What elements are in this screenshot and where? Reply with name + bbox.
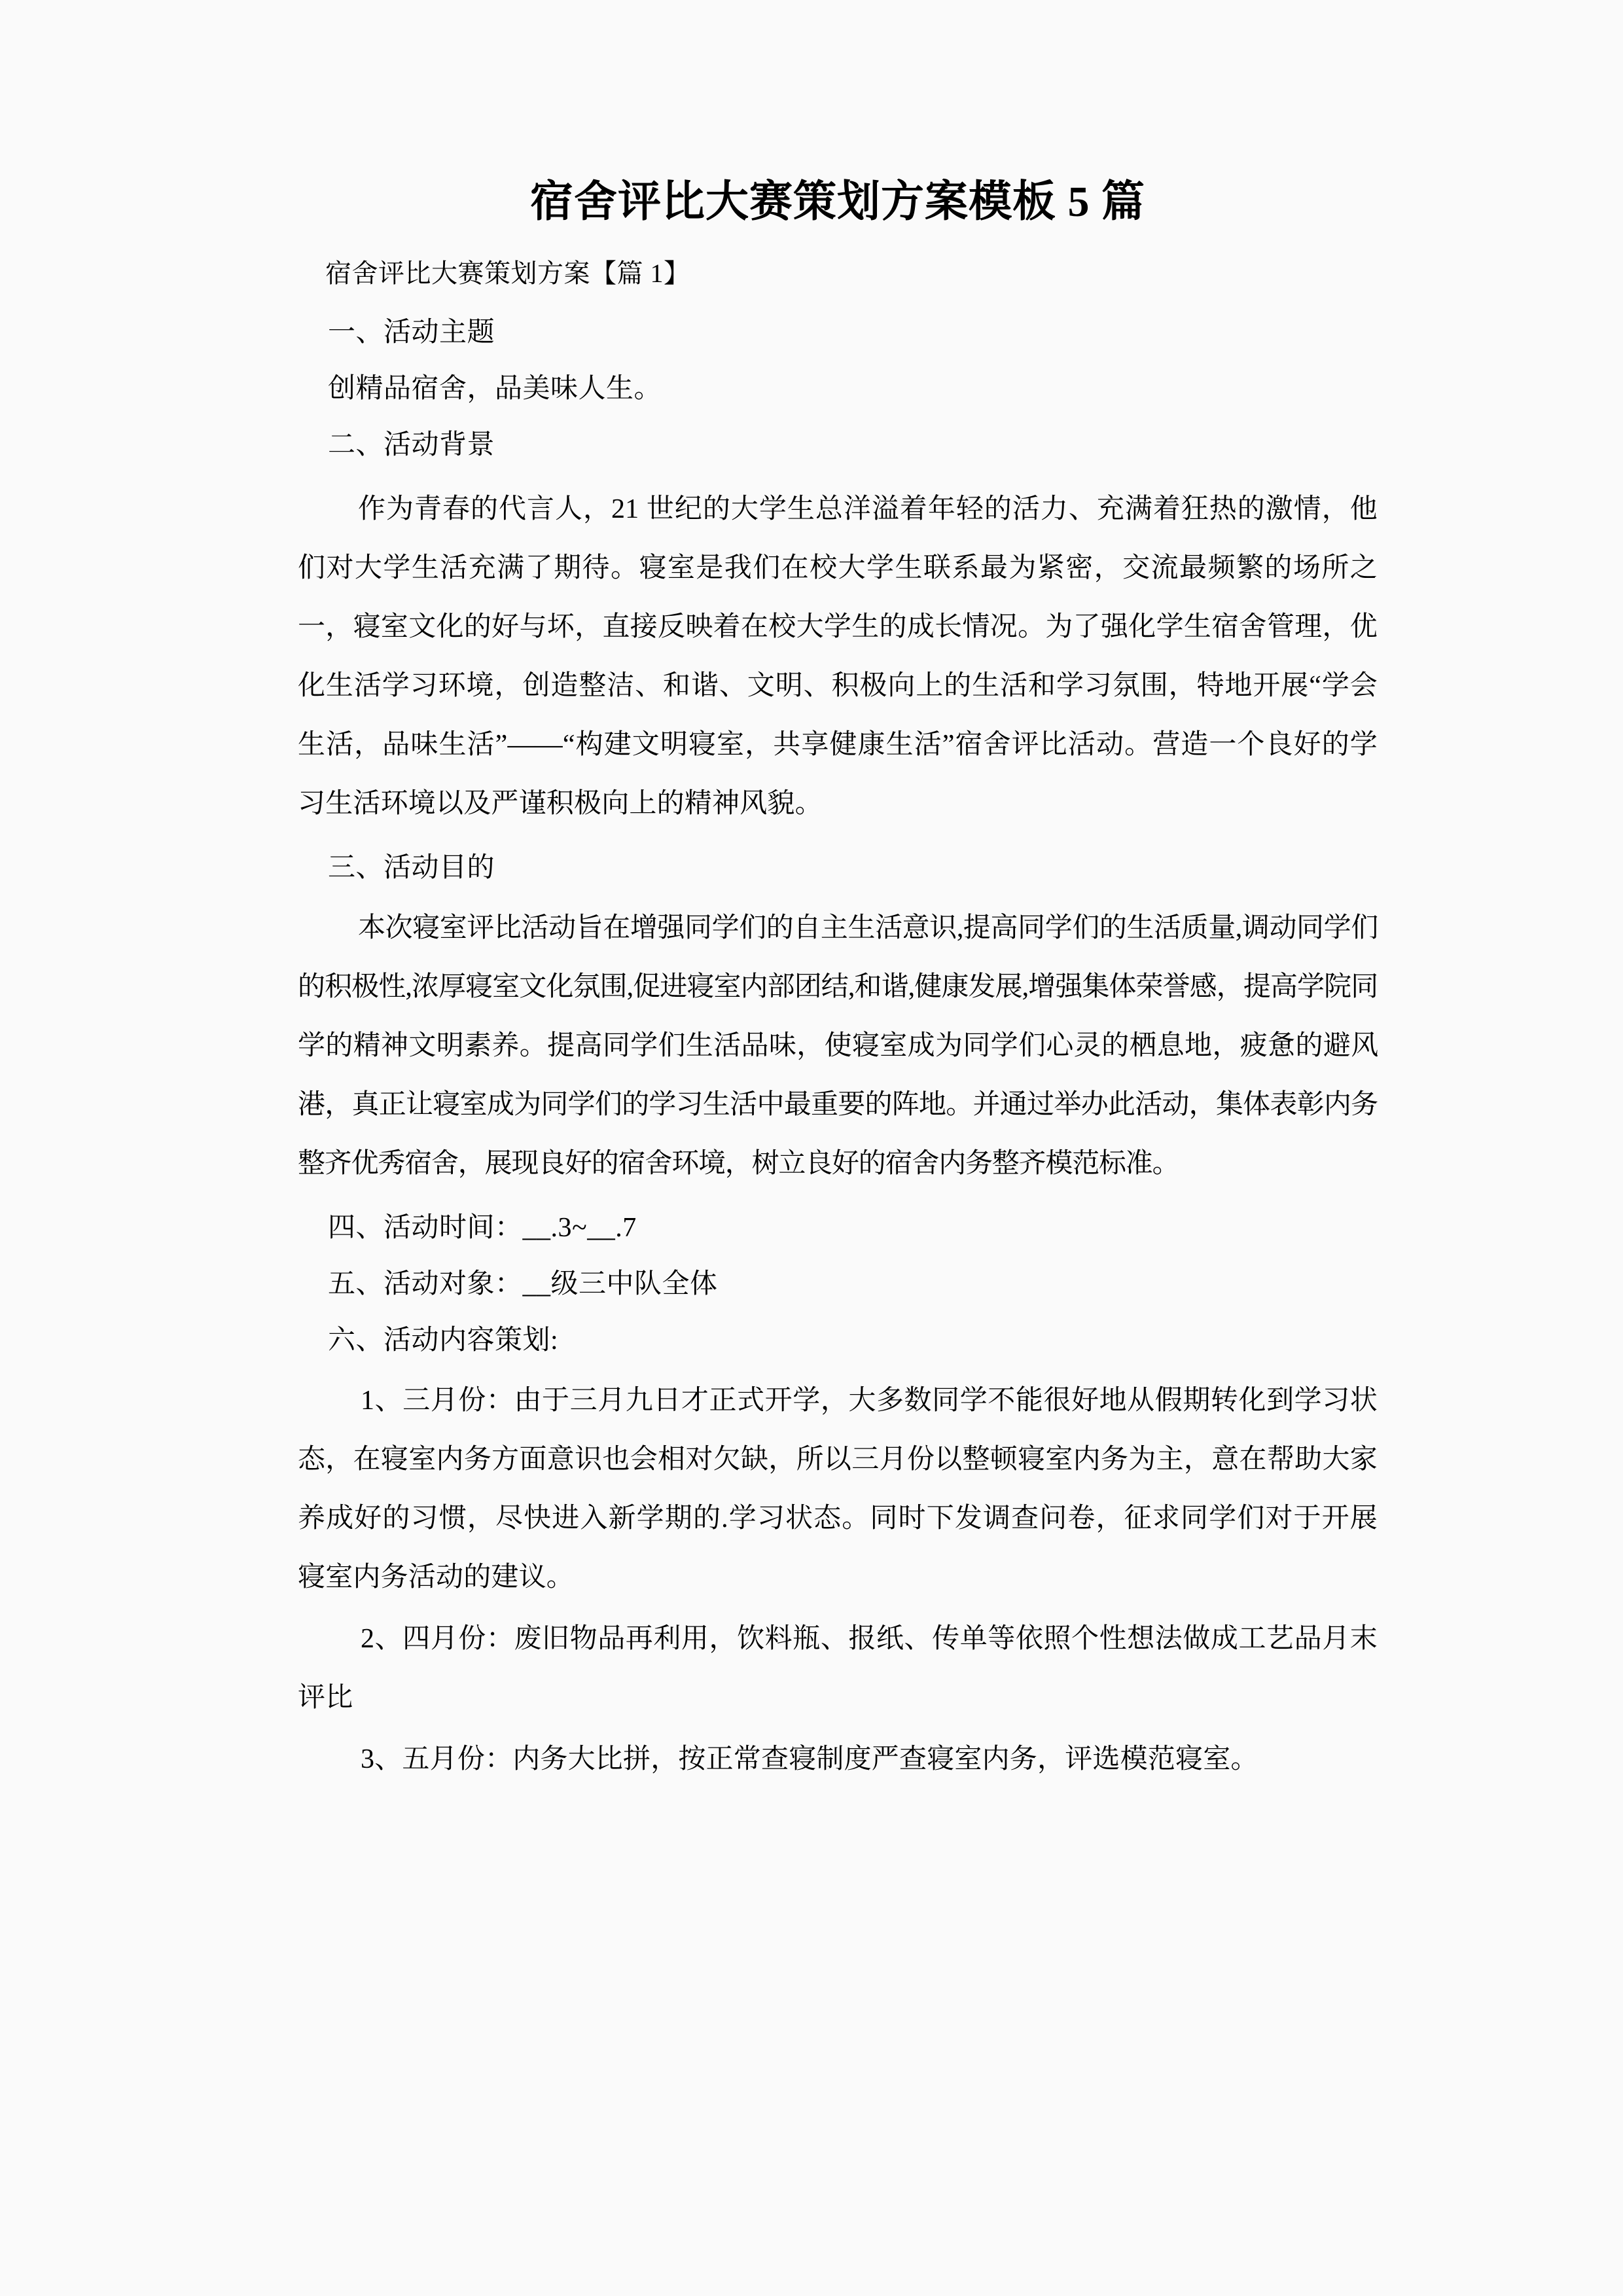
spacer <box>298 473 1378 480</box>
paragraph-activity-background: 作为青春的代言人，21 世纪的大学生总洋溢着年轻的活力、充满着狂热的激情，他们对大学生活充满了期待。寝室是我们在校大学生联系最为紧密，交流最频繁的场所之一，寝室文化的好与坏，直接反映着在校大学生的成长情况。为了强化学生宿舍管理，优化生活学习环境，创造整洁、和谐、文明、积极向上的生活和学习氛围，特地开展“学会生活，品味生活”——“构建文明寝室，共享健康生活”宿舍评比活动。营造一个良好的学习生活环境以及严谨积极向上的精神风貌。 <box>298 493 1378 819</box>
heading-activity-theme: 一、活动主题 <box>328 317 495 348</box>
document-text-column <box>298 0 1378 1789</box>
heading-activity-background: 二、活动背景 <box>328 429 495 460</box>
paragraph-activity-purpose: 本次寝室评比活动旨在增强同学们的自主生活意识,提高同学们的生活质量,调动同学们的积极性,浓厚寝室文化氛围,促进寝室内部团结,和谐,健康发展,增强集体荣誉感，提高学院同学的精神文明素养。提高同学们生活品味，使寝室成为同学们心灵的栖息地，疲惫的避风港，真正让寝室成为同学们的学习生活中最重要的阵地。并通过举办此活动，集体表彰内务整齐优秀宿舍，展现良好的宿舍环境，树立良好的宿舍内务整齐模范标准。 <box>298 912 1378 1179</box>
heading-activity-audience: 五、活动对象：__级三中队全体 <box>328 1268 718 1299</box>
spacer <box>298 1193 1378 1200</box>
list-item-march: 1、三月份：由于三月九日才正式开学，大多数同学不能很好地从假期转化到学习状态，在寝室内务方面意识也会相对欠缺，所以三月份以整顿寝室内务为主，意在帮助大家养成好的习惯，尽快进入新学期的.学习状态。同时下发调查问卷，征求同学们对于开展寝室内务活动的建议。 <box>298 1385 1378 1592</box>
page-title: 宿舍评比大赛策划方案模板 5 篇 <box>530 178 1145 226</box>
heading-activity-purpose: 三、活动目的 <box>328 852 495 883</box>
list-item-may: 3、五月份：内务大比拼，按正常查寝制度严查寝室内务，评选模范寝室。 <box>361 1744 1258 1774</box>
heading-activity-content-plan: 六、活动内容策划: <box>328 1325 559 1355</box>
document-subtitle: 宿舍评比大赛策划方案【篇 1】 <box>325 258 690 288</box>
spacer <box>298 833 1378 840</box>
paragraph-activity-theme: 创精品宿舍，品美味人生。 <box>328 373 662 404</box>
list-item-april: 2、四月份：废旧物品再利用，饮料瓶、报纸、传单等依照个性想法做成工艺品月末评比 <box>298 1623 1378 1713</box>
heading-activity-time: 四、活动时间：__.3~__.7 <box>328 1212 637 1243</box>
